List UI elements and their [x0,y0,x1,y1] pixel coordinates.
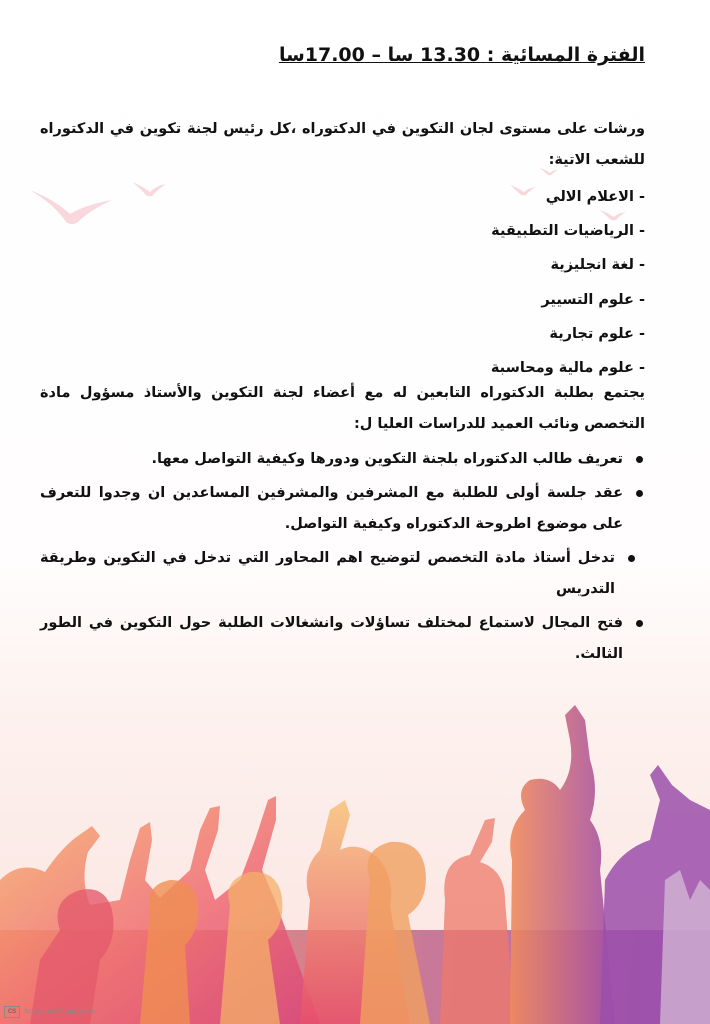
agenda-item: فتح المجال لاستماع لمختلف تساؤلات وانشغالات الطلبة حول التكوين في الطور الثالث. [40,608,645,670]
agenda-list [40,444,645,673]
agenda-item: تعريف طالب الدكتوراه بلجنة التكوين ودورها وكيفية التواصل معها. [40,444,645,475]
crowd-silhouette [0,705,710,1024]
specialty-list [491,180,645,385]
camscanner-logo: CS [4,1006,20,1018]
session-title [279,44,645,66]
specialty-item: - لغة انجليزية [550,257,645,274]
specialty-item: - الاعلام الالي [545,189,645,205]
specialty-item: - الرياضيات التطبيقية [491,223,645,240]
session-time: 13.30 سا – 17.00سا [278,44,481,66]
agenda-item: تدخل أستاذ مادة التخصص لتوضيح اهم المحاور التي تدخل في التكوين وطريقة التدريس [40,543,645,605]
scanner-watermark-text: Scanné avec CamScanner [24,1009,96,1015]
agenda-item: عقد جلسة أولى للطلبة مع المشرفين والمشرفين المساعدين ان وجدوا للتعرف على موضوع اطروحة الدكتوراه وكيفية التواصل. [40,478,645,540]
session-title-label: الفترة المسائية : [486,44,645,66]
intro-paragraph: ورشات على مستوى لجان التكوين في الدكتوراه ،كل رئيس لجنة تكوين في الدكتوراه للشعب الاتية: [40,121,645,168]
specialty-item: - علوم مالية ومحاسبة [490,359,645,376]
meeting-paragraph: يجتمع بطلبة الدكتوراه التابعين له مع أعضاء لجنة التكوين والأستاذ مسؤول مادة التخصص ونائب العميد للدراسات العليا ل: [40,385,645,432]
specialty-item: - علوم التسيير [541,291,645,308]
specialty-item: - علوم تجارية [549,325,645,342]
scanner-watermark [4,1006,95,1018]
